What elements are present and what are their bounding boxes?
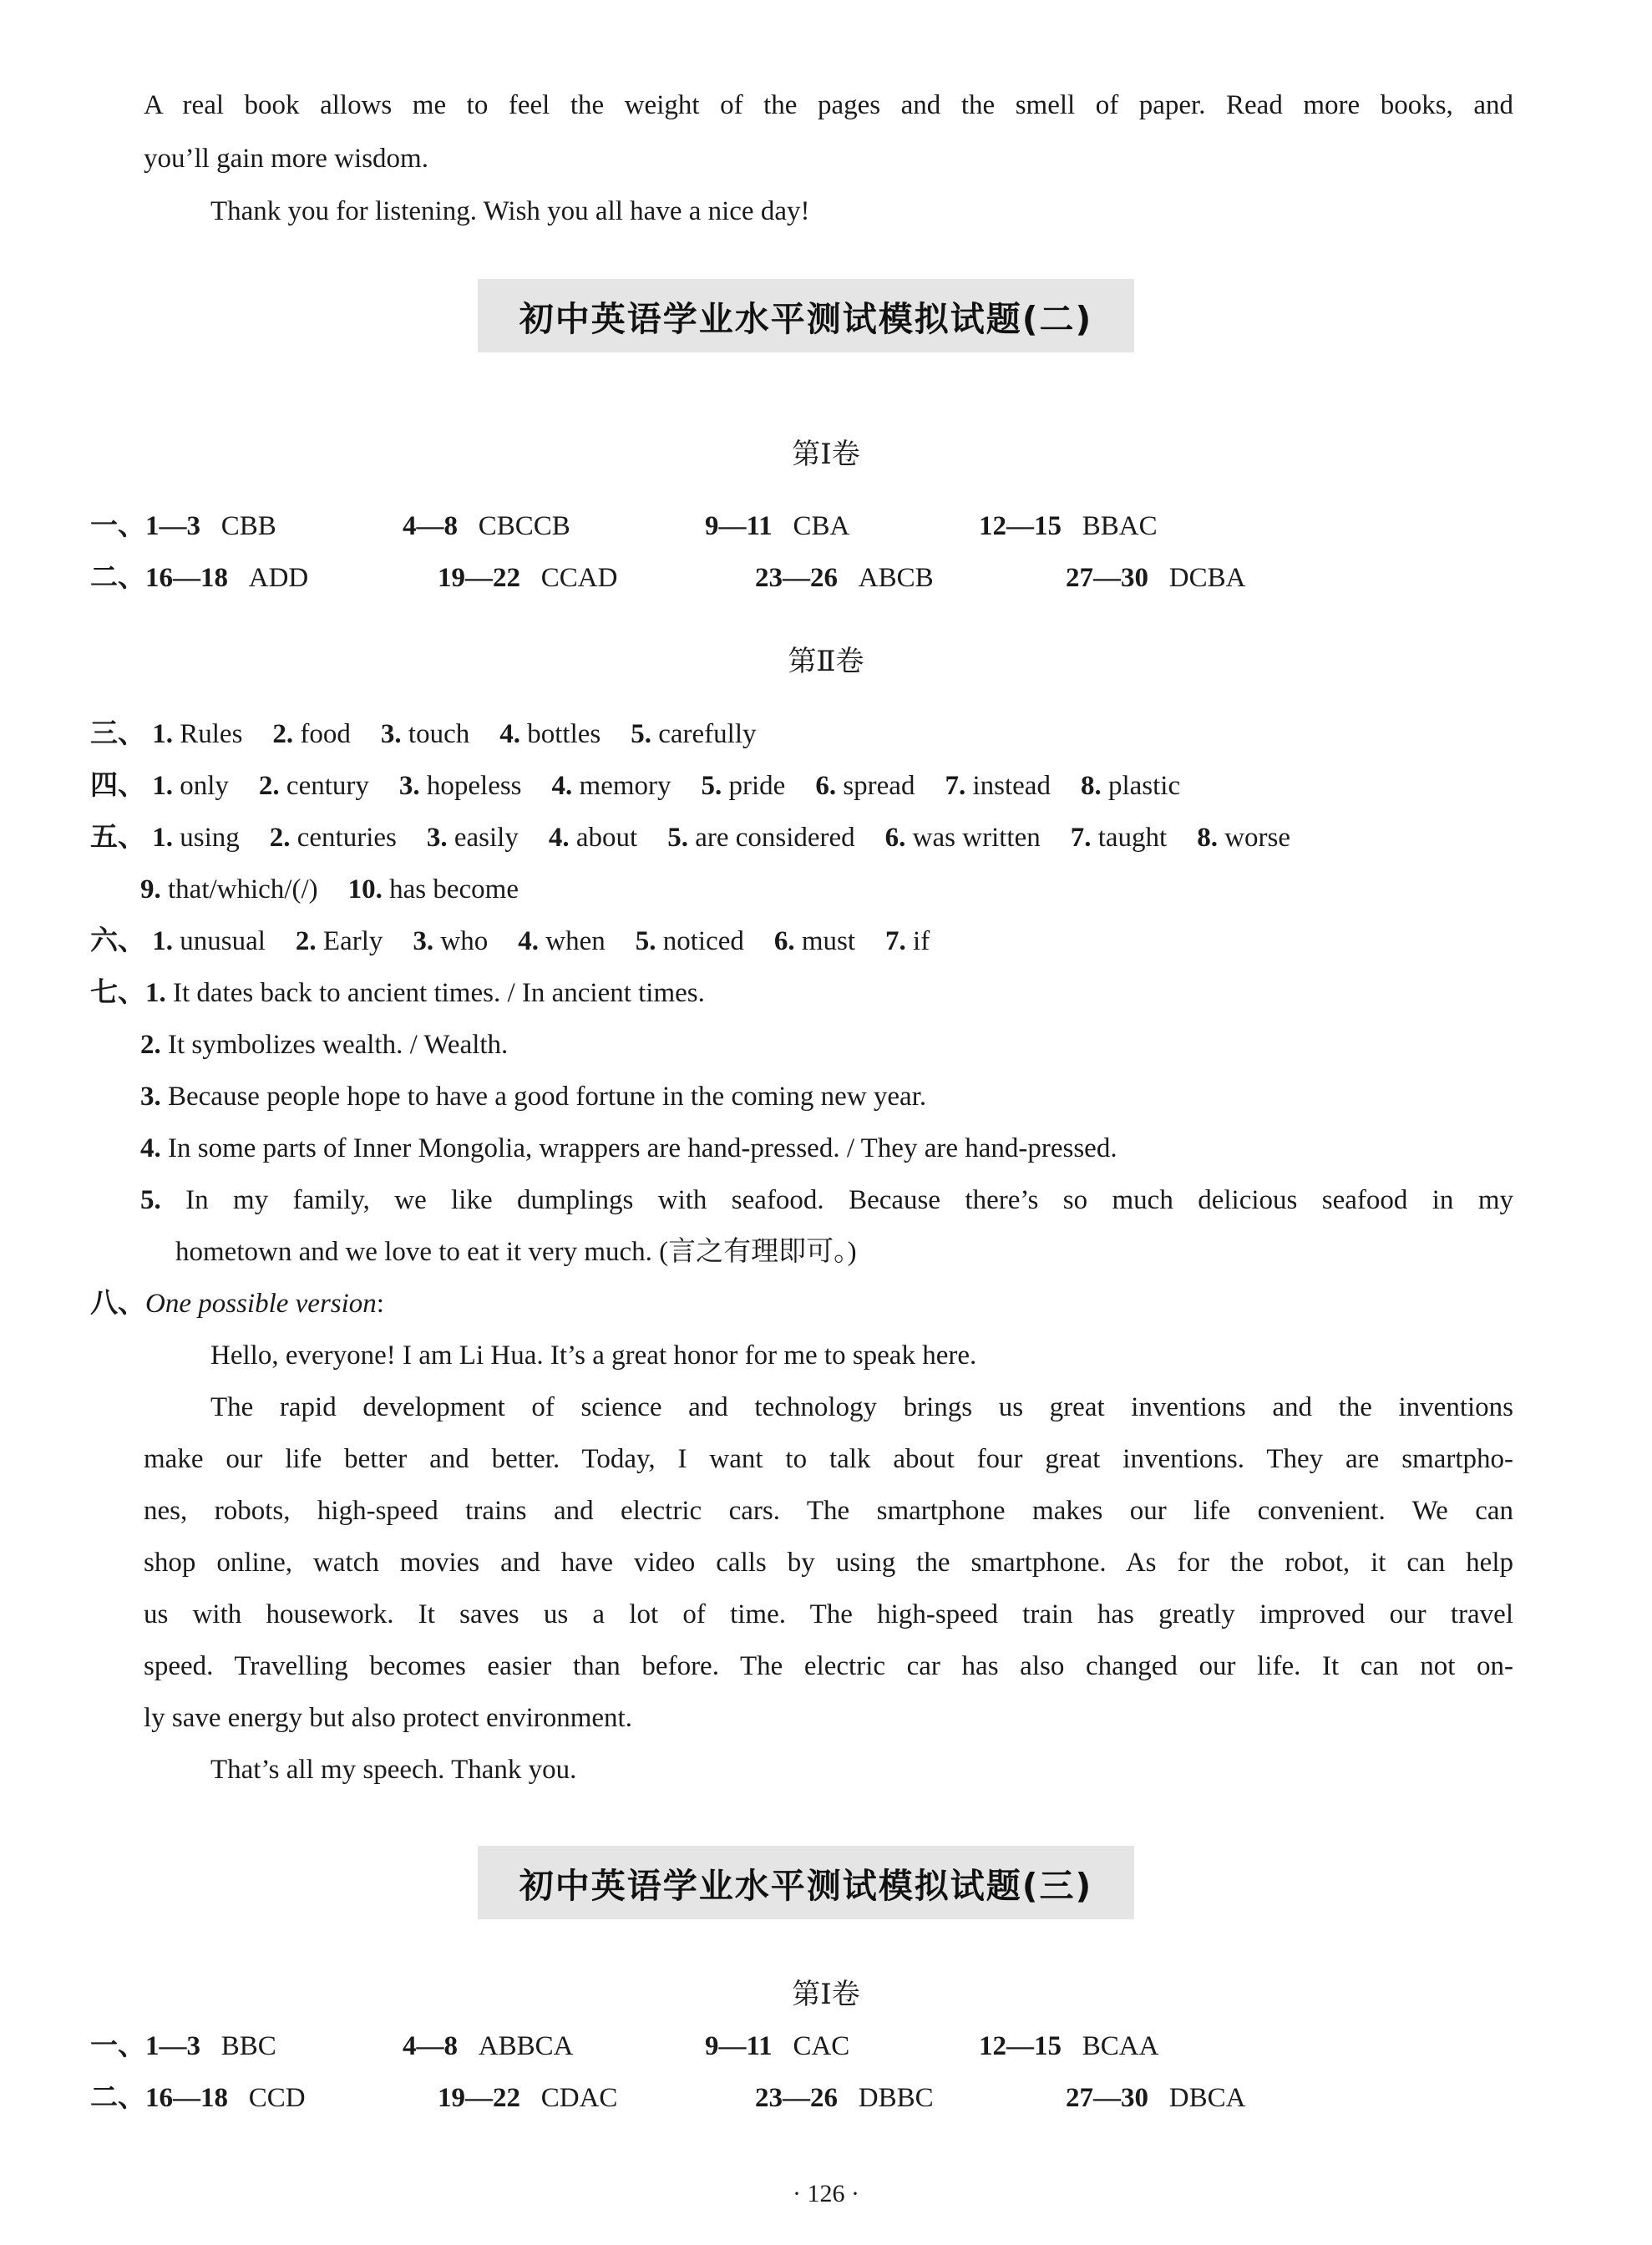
answer-item: 1. only [152, 771, 229, 801]
answer-item: 3. who [413, 926, 489, 956]
answer-row: 5. In my family, we like dumplings with seafood. Because there’s so much delicious seafood in my [140, 1185, 1513, 1215]
essay-line: shop online, watch movies and have video calls by using the smartphone. As for the robot, it can help [144, 1548, 1513, 1578]
answer-row: 六、 1. unusual 2. Early 3. who 4. when 5. noticed 6. must 7. if [90, 926, 930, 956]
volume-heading: 第Ⅰ卷 [792, 439, 860, 470]
volume-heading: 第Ⅱ卷 [788, 646, 864, 677]
essay-line: speed. Travelling becomes easier than before. The electric car has also changed our life. It can not on- [144, 1651, 1513, 1681]
answer-group: 一、1—3 CBB [90, 511, 276, 541]
answer-group: 一、1—3 BBC [90, 2031, 276, 2061]
section-title: 初中英语学业水平测试模拟试题(三) [478, 1846, 1134, 1919]
answer-item: 5. carefully [631, 719, 757, 749]
answer-group: 9—11 CBA [705, 511, 850, 541]
answer-row: 三、 1. Rules 2. food 3. touch 4. bottles 5. carefully [90, 719, 757, 749]
answer-item: 2. century [258, 771, 369, 801]
answer-item: 4. memory [551, 771, 671, 801]
answer-item: 1. using [152, 823, 240, 853]
answer-group: 19—22 CCAD [438, 563, 618, 593]
answer-item: 2. Early [295, 926, 383, 956]
essay-line: us with housework. It saves us a lot of time. The high-speed train has greatly improved our travel [144, 1599, 1513, 1629]
answer-item: 2. food [272, 719, 351, 749]
answer-item: 5. pride [701, 771, 786, 801]
answer-item: 5. are considered [667, 823, 855, 853]
answer-item: 7. instead [945, 771, 1051, 801]
answer-item: 3. hopeless [398, 771, 522, 801]
answer-group: 二、16—18 CCD [90, 2083, 306, 2113]
answer-row: 2. It symbolizes wealth. / Wealth. [140, 1030, 509, 1060]
answer-item: 10. has become [347, 874, 519, 905]
answer-group: 9—11 CAC [705, 2031, 850, 2061]
answer-item: 5. noticed [635, 926, 744, 956]
answer-group: 19—22 CDAC [438, 2083, 618, 2113]
essay-line: nes, robots, high-speed trains and electric cars. The smartphone makes our life convenient. We can [144, 1496, 1513, 1526]
answer-row: 八、One possible version: [90, 1289, 384, 1319]
paragraph-line: Thank you for listening. Wish you all have a nice day! [210, 196, 810, 226]
answer-group: 27—30 DCBA [1066, 563, 1246, 593]
answer-item: 4. when [518, 926, 606, 956]
answer-row [140, 873, 549, 906]
section-title: 初中英语学业水平测试模拟试题(二) [478, 279, 1134, 352]
answer-row: 四、 1. only 2. century 3. hopeless 4. memory 5. pride 6. spread 7. instead 8. plastic [90, 771, 1181, 801]
answer-group: 23—26 ABCB [755, 563, 934, 593]
answer-group: 23—26 DBBC [755, 2083, 934, 2113]
answer-item: 2. centuries [269, 823, 397, 853]
answer-item: 6. must [773, 926, 856, 956]
answer-row: 五、 1. using 2. centuries 3. easily 4. about 5. are considered 6. was written 7. taught 8. worse [90, 823, 1291, 853]
answer-item: 1. Rules [152, 719, 243, 749]
answer-group: 4—8 ABBCA [403, 2031, 574, 2061]
answer-item: 7. if [885, 926, 930, 956]
volume-heading: 第Ⅰ卷 [792, 1979, 860, 2010]
answer-row: 3. Because people hope to have a good fortune in the coming new year. [140, 1082, 927, 1112]
answer-group: 4—8 CBCCB [403, 511, 570, 541]
answer-group: 12—15 BBAC [979, 511, 1158, 541]
essay-line: ly save energy but also protect environment. [144, 1703, 632, 1733]
paragraph-line: A real book allows me to feel the weight of the pages and the smell of paper. Read more books, and [144, 90, 1513, 120]
essay-line: The rapid development of science and technology brings us great inventions and the inventions [210, 1392, 1513, 1422]
answer-item: 8. worse [1197, 823, 1291, 853]
answer-item: 7. taught [1070, 823, 1168, 853]
answer-item: 6. spread [815, 771, 915, 801]
page-number: · 126 · [793, 2180, 859, 2207]
answer-item: 4. about [548, 823, 638, 853]
answer-item: 3. easily [426, 823, 519, 853]
answer-item: 3. touch [380, 719, 470, 749]
essay-line: Hello, everyone! I am Li Hua. It’s a great honor for me to speak here. [210, 1340, 977, 1371]
answer-item: 9. that/which/(/) [140, 874, 318, 905]
answer-group: 二、16—18 ADD [90, 563, 309, 593]
answer-item: 4. bottles [499, 719, 601, 749]
answer-group: 12—15 BCAA [979, 2031, 1159, 2061]
answer-row: 七、1. It dates back to ancient times. / In ancient times. [90, 978, 705, 1008]
essay-line: make our life better and better. Today, I want to talk about four great inventions. They are smartpho- [144, 1444, 1513, 1474]
answer-item: 8. plastic [1080, 771, 1181, 801]
answer-group: 27—30 DBCA [1066, 2083, 1246, 2113]
answer-item: 6. was written [884, 823, 1041, 853]
answer-row: 4. In some parts of Inner Mongolia, wrappers are hand-pressed. / They are hand-pressed. [140, 1133, 1117, 1163]
answer-row: hometown and we love to eat it very much. (言之有理即可。) [175, 1237, 857, 1267]
answer-item: 1. unusual [152, 926, 266, 956]
essay-line: That’s all my speech. Thank you. [210, 1755, 577, 1785]
paragraph-line: you’ll gain more wisdom. [144, 144, 428, 174]
